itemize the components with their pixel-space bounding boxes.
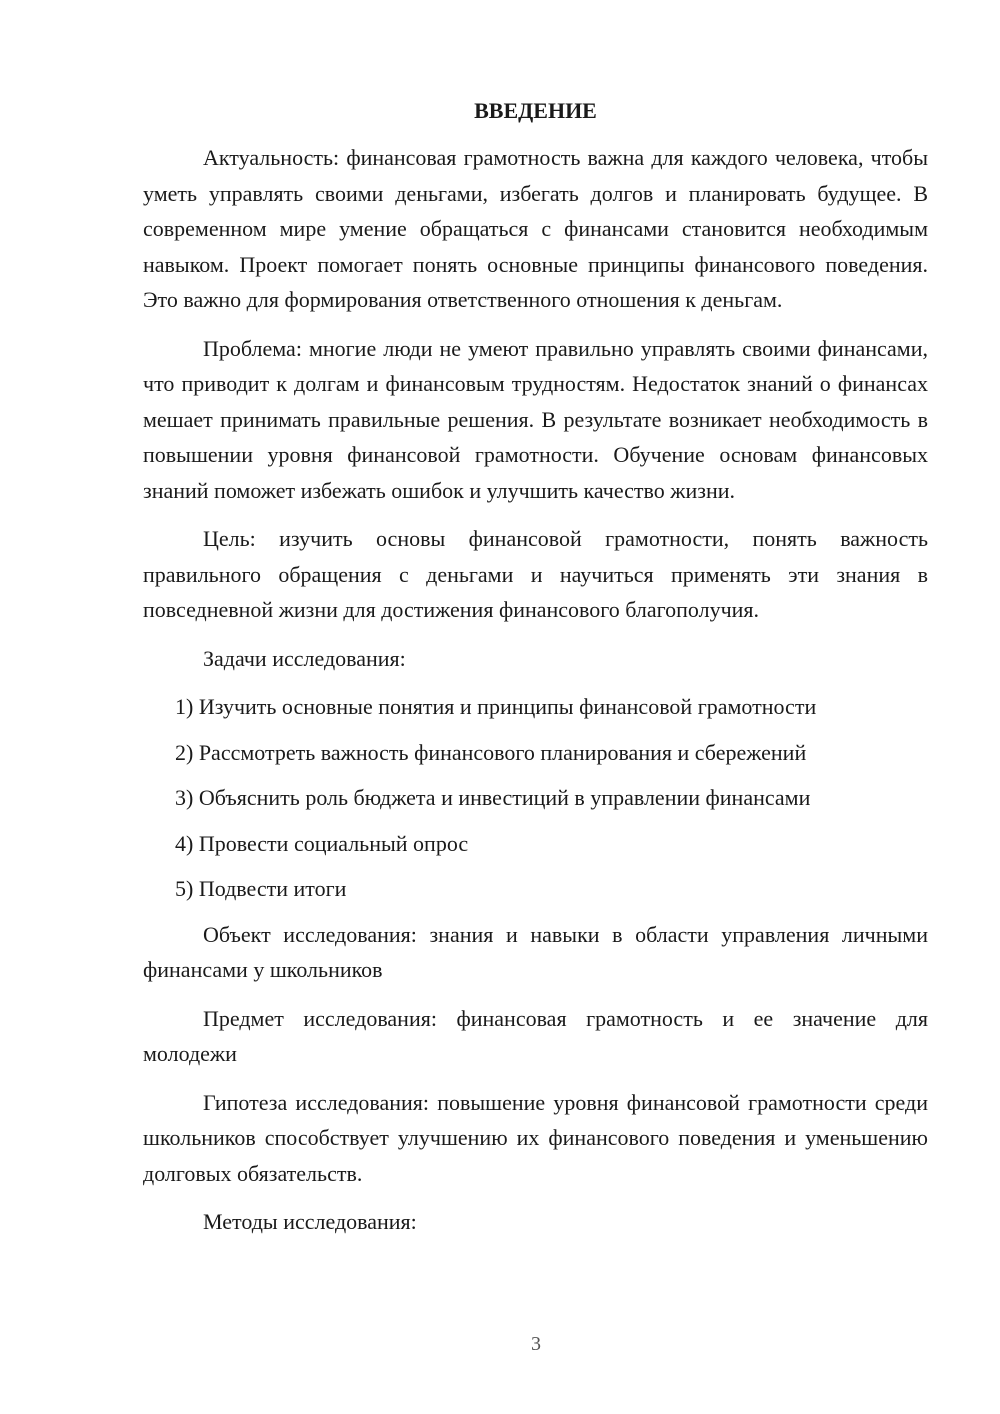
tasks-list	[143, 689, 928, 907]
object-paragraph: Объект исследования: знания и навыки в области управления личными финансами у школьников	[143, 921, 928, 982]
task-item-text: 5) Подвести итоги	[175, 876, 347, 901]
problem-paragraph: Проблема: многие люди не умеют правильно управлять своими финансами, что приводит к долгам и финансовым трудностям. Недостаток знаний о финансах мешает принимать правильные решения. В результате возникает необходимость в повышении уровня финансовой грамотности. Обучение основам финансовых знаний поможет избежать ошибок и улучшить качество жизни.	[143, 335, 928, 503]
page-number: 3	[531, 1333, 541, 1355]
task-item	[143, 689, 928, 725]
task-item	[143, 735, 928, 771]
task-item-text: 3) Объяснить роль бюджета и инвестиций в управлении финансами	[175, 785, 811, 810]
tasks-heading: Задачи исследования:	[203, 645, 406, 671]
task-item-text: 2) Рассмотреть важность финансового планирования и сбережений	[175, 739, 807, 765]
task-item	[143, 826, 928, 862]
subject-paragraph: Предмет исследования: финансовая грамотность и ее значение для молодежи	[143, 1005, 928, 1066]
page-content	[143, 95, 928, 1253]
methods-heading: Методы исследования:	[203, 1209, 417, 1234]
task-item	[143, 780, 928, 816]
section-title: ВВЕДЕНИЕ	[474, 98, 597, 123]
relevance-paragraph: Актуальность: финансовая грамотность важна для каждого человека, чтобы уметь управлять своими деньгами, избегать долгов и планировать будущее. В современном мире умение обращаться с финансами становится необходимым навыком. Проект помогает понять основные принципы финансового поведения. Это важно для формирования ответственного отношения к деньгам.	[143, 145, 928, 312]
hypothesis-paragraph: Гипотеза исследования: повышение уровня финансовой грамотности среди школьников способствует улучшению их финансового поведения и уменьшению долговых обязательств.	[143, 1089, 928, 1186]
goal-paragraph: Цель: изучить основы финансовой грамотности, понять важность правильного обращения с деньгами и научиться применять эти знания в повседневной жизни для достижения финансового благополучия.	[143, 526, 928, 622]
task-item-text: 4) Провести социальный опрос	[175, 830, 469, 856]
task-item-text: 1) Изучить основные понятия и принципы финансовой грамотности	[175, 694, 817, 719]
task-item	[143, 871, 928, 907]
